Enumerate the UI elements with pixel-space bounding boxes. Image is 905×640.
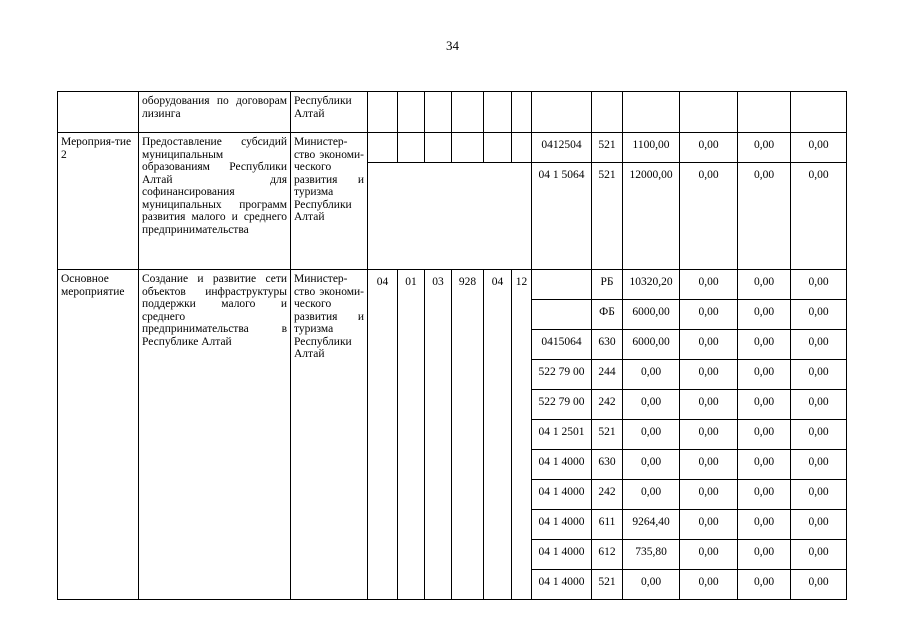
value-cell: 0,00 (680, 450, 738, 480)
value-cell: 0,00 (738, 163, 791, 270)
code-cell (484, 133, 512, 163)
code-cell: 04 (484, 270, 512, 600)
description-cell: Создание и развитие сети объектов инфраструктуры поддержки малого и среднего предпринимательства в Республике Алтай (139, 270, 291, 600)
value-cell: 0,00 (791, 163, 847, 270)
vr-cell: 521 (592, 163, 623, 270)
value-cell: 0,00 (791, 420, 847, 450)
csr-cell (532, 300, 592, 330)
value-cell: 0,00 (738, 390, 791, 420)
value-cell: 0,00 (623, 570, 680, 600)
code-cell (425, 133, 452, 163)
value-cell: 0,00 (738, 480, 791, 510)
value-cell: 0,00 (791, 480, 847, 510)
value-cell: 0,00 (791, 270, 847, 300)
value-cell: 0,00 (738, 300, 791, 330)
code-cell: 12 (512, 270, 532, 600)
vr-cell: 630 (592, 330, 623, 360)
csr-cell: 522 79 00 (532, 390, 592, 420)
value-cell: 0,00 (791, 510, 847, 540)
value-cell: 0,00 (623, 360, 680, 390)
code-cell (368, 163, 532, 270)
vr-cell: 244 (592, 360, 623, 390)
value-cell: 0,00 (680, 540, 738, 570)
value-cell: 0,00 (791, 570, 847, 600)
value-cell: 0,00 (738, 360, 791, 390)
value-cell: 0,00 (680, 570, 738, 600)
value-cell: 0,00 (623, 420, 680, 450)
value-cell: 6000,00 (623, 330, 680, 360)
code-cell (398, 133, 425, 163)
value-cell: 0,00 (680, 330, 738, 360)
value-cell: 0,00 (680, 163, 738, 270)
vr-cell: 630 (592, 450, 623, 480)
executor-cell: Республики Алтай (291, 92, 368, 133)
value-cell: 0,00 (738, 510, 791, 540)
csr-cell: 04 1 4000 (532, 480, 592, 510)
code-cell: 03 (425, 270, 452, 600)
description-cell: Предоставление субсидий муниципальным образованиям Республики Алтай для софинансирования муниципальных программ развития малого и среднего предпринимательства (139, 133, 291, 270)
value-cell: 0,00 (791, 360, 847, 390)
code-cell: 928 (452, 270, 484, 600)
vr-cell: 242 (592, 480, 623, 510)
code-cell (452, 133, 484, 163)
value-cell: 0,00 (791, 300, 847, 330)
value-cell: 0,00 (623, 450, 680, 480)
value-cell: 0,00 (680, 480, 738, 510)
description-cell: оборудования по договорам лизинга (139, 92, 291, 133)
value-cell: 735,80 (623, 540, 680, 570)
page-number: 34 (446, 38, 459, 53)
vr-cell: РБ (592, 270, 623, 300)
csr-cell: 0412504 (532, 133, 592, 163)
value-cell: 0,00 (738, 420, 791, 450)
executor-cell: Министер-ство экономи-ческого развития и туризма Республики Алтай (291, 133, 368, 270)
value-cell: 0,00 (738, 570, 791, 600)
executor-cell: Министер-ство экономи-ческого развития и туризма Республики Алтай (291, 270, 368, 600)
code-cell: 01 (398, 270, 425, 600)
budget-table (57, 91, 847, 600)
value-cell: 0,00 (738, 450, 791, 480)
value-cell: 0,00 (680, 300, 738, 330)
value-cell: 6000,00 (623, 300, 680, 330)
table-row (58, 270, 847, 300)
value-cell: 0,00 (738, 330, 791, 360)
code-cell (512, 133, 532, 163)
csr-cell: 04 1 4000 (532, 570, 592, 600)
value-cell: 0,00 (623, 390, 680, 420)
name-cell: Основное мероприятие (58, 270, 139, 600)
csr-cell: 04 1 5064 (532, 163, 592, 270)
value-cell: 0,00 (680, 390, 738, 420)
code-cell: 04 (368, 270, 398, 600)
csr-cell: 04 1 4000 (532, 540, 592, 570)
value-cell: 0,00 (738, 540, 791, 570)
vr-cell: 612 (592, 540, 623, 570)
vr-cell: 521 (592, 133, 623, 163)
vr-cell: ФБ (592, 300, 623, 330)
csr-cell (532, 270, 592, 300)
value-cell: 0,00 (791, 450, 847, 480)
value-cell: 0,00 (738, 270, 791, 300)
value-cell: 0,00 (738, 133, 791, 163)
value-cell: 9264,40 (623, 510, 680, 540)
name-cell (58, 92, 139, 133)
csr-cell: 522 79 00 (532, 360, 592, 390)
code-cell (368, 133, 398, 163)
csr-cell: 04 1 4000 (532, 510, 592, 540)
vr-cell: 521 (592, 420, 623, 450)
value-cell: 0,00 (680, 510, 738, 540)
vr-cell: 242 (592, 390, 623, 420)
value-cell: 0,00 (680, 420, 738, 450)
csr-cell: 0415064 (532, 330, 592, 360)
vr-cell: 521 (592, 570, 623, 600)
value-cell: 0,00 (791, 133, 847, 163)
table-row (58, 92, 847, 133)
value-cell: 1100,00 (623, 133, 680, 163)
value-cell: 0,00 (680, 360, 738, 390)
value-cell: 12000,00 (623, 163, 680, 270)
value-cell: 0,00 (791, 540, 847, 570)
value-cell: 0,00 (680, 270, 738, 300)
csr-cell: 04 1 4000 (532, 450, 592, 480)
value-cell: 0,00 (623, 480, 680, 510)
value-cell: 10320,20 (623, 270, 680, 300)
value-cell: 0,00 (791, 390, 847, 420)
value-cell: 0,00 (791, 330, 847, 360)
csr-cell: 04 1 2501 (532, 420, 592, 450)
name-cell: Мероприя-тие 2 (58, 133, 139, 270)
table-row (58, 133, 847, 163)
value-cell: 0,00 (680, 133, 738, 163)
vr-cell: 611 (592, 510, 623, 540)
